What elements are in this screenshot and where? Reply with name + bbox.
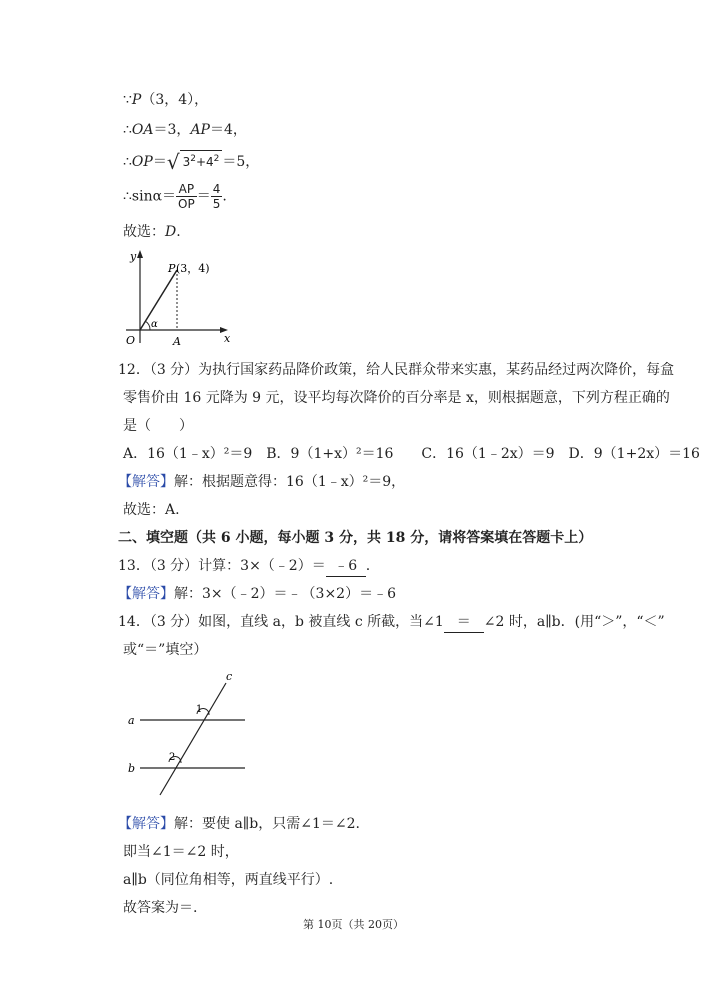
solution-line-5 (123, 222, 181, 242)
answer-tag: 【解答】 (118, 586, 174, 602)
sin-label: ∴sinα＝ (123, 188, 177, 205)
origin-label: O (126, 334, 136, 347)
point-p-coords: (3，4) (176, 262, 210, 275)
section-heading: 二、填空题（共 6 小题，每小题 3 分，共 18 分，请将答案填在答题卡上） (118, 530, 593, 546)
because-symbol: ∵ (123, 92, 132, 108)
q14-line-1 (118, 612, 665, 633)
x-label: x (224, 332, 231, 345)
q14-step-1: 即当∠1＝∠2 时， (123, 844, 239, 860)
answer-tag: 【解答】 (118, 474, 174, 490)
plus-term: +4 (195, 155, 214, 169)
seg-oa: OA (131, 122, 154, 138)
q12-line-2: 零售价由 16 元降为 9 元，设平均每次降价的百分率是 x，则根据题意，下列方程正确的 (123, 390, 670, 406)
fraction-ap-op (176, 182, 197, 211)
op-result: ＝5， (222, 154, 260, 170)
angle-2-label: 2 (169, 752, 176, 763)
q12-answer-text: 解：根据题意得：16（1﹣x）²＝9， (174, 474, 406, 490)
q14-blank-answer: ＝ (444, 612, 484, 633)
angle-1-label: 1 (196, 704, 203, 715)
base1: 3 (182, 155, 191, 169)
frac-den: 5 (212, 197, 221, 211)
sqrt-body (180, 150, 223, 170)
period: . (365, 558, 371, 574)
point-coords: （3，4）， (141, 92, 209, 108)
q13-prefix: 13．（3 分）计算：3×（﹣2）＝ (118, 558, 326, 574)
fraction-4-5 (211, 182, 223, 211)
q13-blank-answer: ﹣6 (326, 556, 366, 577)
angle-alpha-arc (145, 321, 150, 330)
y-label: y (130, 250, 137, 263)
q12-line-3: 是（ ） (123, 418, 193, 434)
q13-answer-text: 解：3×（﹣2）＝﹣（3×2）＝﹣6 (174, 586, 396, 602)
q14-answer (118, 814, 360, 834)
seg-ap: AP (190, 122, 210, 138)
q14-step-3: 故答案为＝. (123, 900, 198, 916)
period: . (176, 224, 181, 240)
label-b: b (128, 762, 136, 775)
q12-answer (118, 472, 405, 492)
q14-answer-text: 解：要使 a∥b，只需∠1＝∠2. (174, 816, 360, 832)
choice-answer: D (165, 224, 177, 240)
y-axis-arrow-icon (137, 250, 143, 258)
label-a: a (128, 714, 135, 727)
point-p-label: P (168, 262, 176, 275)
angle-alpha-label: α (151, 319, 158, 330)
point-a-label: A (173, 335, 181, 348)
q14-line-2: 或“＝”填空） (123, 642, 208, 658)
line-c (160, 683, 226, 795)
q14-text-a: 14．（3 分）如图，直线 a，b 被直线 c 所截，当∠1 (118, 614, 444, 630)
therefore-symbol: ∴ (123, 154, 132, 170)
solution-line-2 (123, 120, 247, 140)
exp2: 2 (213, 154, 220, 164)
point-var: P (131, 92, 142, 108)
exp1: 2 (190, 154, 196, 164)
label-c: c (226, 670, 233, 683)
q12-line-1: 12．（3 分）为执行国家药品降价政策，给人民群众带来实惠，某药品经过两次降价，每盒 (118, 362, 675, 378)
q12-options: A．16（1﹣x）²＝9 B．9（1+x）²＝16 C．16（1﹣2x）＝9 D．9（1+2x）＝16 (123, 446, 700, 462)
figure-parallel-lines (118, 668, 258, 808)
frac-num: AP (176, 182, 197, 197)
q12-choice: 故选：A. (123, 502, 180, 518)
solution-line-1 (123, 90, 208, 110)
frac-num: 4 (212, 182, 221, 196)
sqrt-symbol: √ (166, 150, 180, 174)
frac-den: OP (178, 197, 195, 211)
q14-step-2: a∥b（同位角相等，两直线平行）. (123, 872, 334, 888)
ap-value: ＝4， (209, 122, 247, 138)
oa-value: ＝3， (153, 122, 191, 138)
choice-label: 故选： (123, 224, 165, 240)
q14-text-b: ∠2 时，a∥b．(用“＞”，“＜” (483, 614, 665, 630)
period: . (222, 188, 227, 205)
q13-answer (118, 584, 396, 604)
page-footer: 第 10页（共 20页） (303, 918, 404, 931)
solution-line-3 (123, 150, 259, 172)
equals: ＝ (196, 188, 211, 205)
therefore-symbol: ∴ (123, 122, 132, 138)
answer-tag: 【解答】 (118, 816, 174, 832)
seg-op: OP (131, 154, 153, 170)
equals: ＝ (152, 154, 167, 170)
solution-line-4 (123, 182, 227, 211)
figure-coordinate-diagram (118, 245, 238, 355)
q13-line (118, 556, 370, 577)
